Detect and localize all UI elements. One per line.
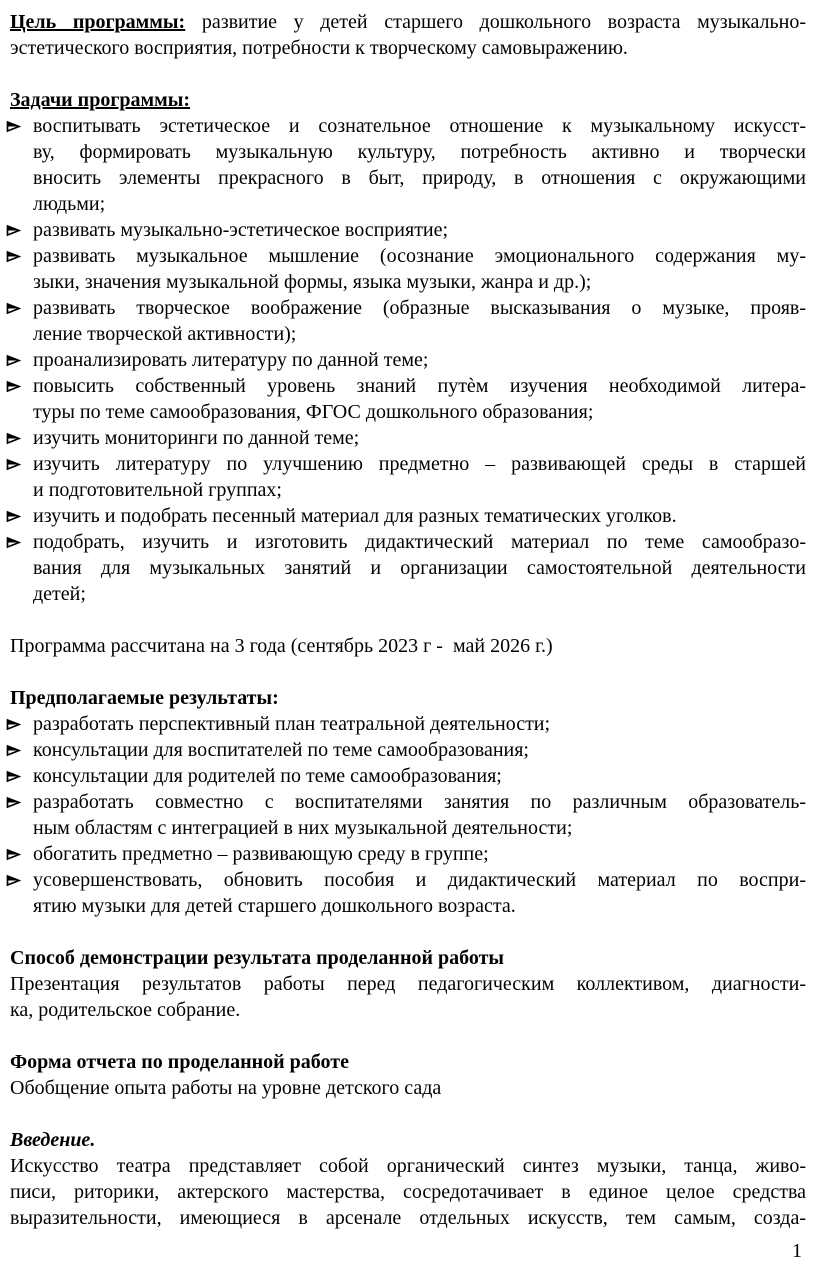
blank-line bbox=[10, 1023, 806, 1049]
text-line: Обобщение опыта работы на уровне детского сада bbox=[10, 1077, 442, 1099]
text-line: Программа рассчитана на 3 года (сентябрь 2023 г - май 2026 г.) bbox=[10, 635, 553, 657]
arrow-bullet-icon bbox=[6, 718, 21, 731]
arrow-bullet-icon bbox=[6, 848, 21, 861]
text-line: изучить литературу по улучшению предметно – развивающей среды в старшей bbox=[33, 453, 806, 475]
text-line: разработать совместно с воспитателями занятия по различным образователь- bbox=[33, 791, 806, 813]
arrow-bullet-icon bbox=[6, 536, 21, 549]
text-line: Презентация результатов работы перед педагогическим коллективом, диагности- bbox=[10, 973, 806, 995]
text-line: вносить элементы прекрасного в быт, природу, в отношения с окружающими bbox=[33, 167, 806, 189]
demonstration-heading: Способ демонстрации результата проделанной работы bbox=[10, 947, 505, 969]
text-line: разработать перспективный план театральной деятельности; bbox=[33, 713, 551, 735]
document-content bbox=[10, 9, 806, 1231]
text-line: изучить мониторинги по данной теме; bbox=[33, 427, 360, 449]
blank-line bbox=[10, 607, 806, 633]
arrow-bullet-icon bbox=[6, 250, 21, 263]
arrow-bullet-icon bbox=[6, 120, 21, 133]
tasks-list bbox=[10, 113, 806, 607]
text-line: вания для музыкальных занятий и организации самостоятельной деятельности bbox=[33, 557, 806, 579]
text-line: зыки, значения музыкальной формы, языка музыки, жанра и др.); bbox=[33, 271, 592, 293]
arrow-bullet-icon bbox=[6, 510, 21, 523]
line-text: развитие у детей старшего дошкольного возраста музыкально- bbox=[201, 11, 807, 33]
text-line: ка, родительское собрание. bbox=[10, 999, 241, 1021]
arrow-bullet-icon bbox=[6, 380, 21, 393]
text-line: Искусство театра представляет собой органический синтез музыки, танца, живо- bbox=[10, 1155, 806, 1177]
arrow-bullet-icon bbox=[6, 796, 21, 809]
bullet-item bbox=[10, 373, 806, 425]
text-line: воспитывать эстетическое и сознательное отношение к музыкальному искусст- bbox=[33, 115, 806, 137]
text-line: туры по теме самообразования, ФГОС дошкольного образования; bbox=[33, 401, 594, 423]
text-line: обогатить предметно – развивающую среду в группе; bbox=[33, 843, 489, 865]
arrow-bullet-icon bbox=[6, 432, 21, 445]
text-line: ление творческой активности); bbox=[33, 323, 297, 345]
text-line: развивать творческое воображение (образные высказывания о музыке, прояв- bbox=[33, 297, 806, 319]
arrow-bullet-icon bbox=[6, 874, 21, 887]
expected-results-list bbox=[10, 711, 806, 919]
text-line bbox=[10, 9, 806, 35]
bullet-item bbox=[10, 711, 806, 737]
text-line: проанализировать литературу по данной теме; bbox=[33, 349, 429, 371]
text-line: писи, риторики, актерского мастерства, сосредотачивает в единое целое средства bbox=[10, 1181, 806, 1203]
bullet-item bbox=[10, 789, 806, 841]
demonstration-text bbox=[10, 971, 806, 1023]
text-line: выразительности, имеющиеся в арсенале отдельных искусств, тем самым, созда- bbox=[10, 1207, 806, 1229]
introduction-heading: Введение. bbox=[10, 1129, 96, 1151]
arrow-bullet-icon bbox=[6, 770, 21, 783]
text-line: консультации для воспитателей по теме самообразования; bbox=[33, 739, 529, 761]
program-goal bbox=[10, 9, 806, 61]
text-line: ятию музыки для детей старшего дошкольного возраста. bbox=[33, 895, 516, 917]
arrow-bullet-icon bbox=[6, 224, 21, 237]
arrow-bullet-icon bbox=[6, 302, 21, 315]
bullet-item bbox=[10, 217, 806, 243]
text-line: усовершенствовать, обновить пособия и дидактический материал по воспри- bbox=[33, 869, 806, 891]
bullet-item bbox=[10, 763, 806, 789]
bullet-item bbox=[10, 841, 806, 867]
report-form-heading: Форма отчета по проделанной работе bbox=[10, 1051, 349, 1073]
report-form-text bbox=[10, 1075, 806, 1101]
text-line: эстетического восприятия, потребности к творческому самовыражению. bbox=[10, 37, 628, 59]
bullet-item bbox=[10, 295, 806, 347]
bullet-item bbox=[10, 451, 806, 503]
arrow-bullet-icon bbox=[6, 744, 21, 757]
blank-line bbox=[10, 1101, 806, 1127]
bullet-item bbox=[10, 243, 806, 295]
introduction-text bbox=[10, 1153, 806, 1231]
bullet-item bbox=[10, 113, 806, 217]
bold-underlined-lead: Цель программы: bbox=[10, 11, 186, 33]
text-line: изучить и подобрать песенный материал для разных тематических уголков. bbox=[33, 505, 677, 527]
text-line: людьми; bbox=[33, 193, 106, 215]
bullet-item bbox=[10, 737, 806, 763]
text-line: ным областям с интеграцией в них музыкальной деятельности; bbox=[33, 817, 573, 839]
text-line: и подготовительной группах; bbox=[33, 479, 282, 501]
bullet-item bbox=[10, 529, 806, 607]
text-line: ву, формировать музыкальную культуру, потребность активно и творчески bbox=[33, 141, 806, 163]
bullet-item bbox=[10, 347, 806, 373]
blank-line bbox=[10, 659, 806, 685]
program-duration bbox=[10, 633, 806, 659]
bullet-item bbox=[10, 425, 806, 451]
expected-results-heading: Предполагаемые результаты: bbox=[10, 687, 279, 709]
text-line: консультации для родителей по теме самообразования; bbox=[33, 765, 502, 787]
text-line: повысить собственный уровень знаний путѐм изучения необходимой литера- bbox=[33, 375, 806, 397]
text-line: подобрать, изучить и изготовить дидактический материал по теме самообразо- bbox=[33, 531, 806, 553]
blank-line bbox=[10, 61, 806, 87]
arrow-bullet-icon bbox=[6, 458, 21, 471]
tasks-heading: Задачи программы: bbox=[10, 89, 191, 111]
blank-line bbox=[10, 919, 806, 945]
arrow-bullet-icon bbox=[6, 354, 21, 367]
text-line: развивать музыкально-эстетическое восприятие; bbox=[33, 219, 449, 241]
text-line: развивать музыкальное мышление (осознание эмоционального содержания му- bbox=[33, 245, 806, 267]
page-number: 1 bbox=[792, 1240, 802, 1262]
bullet-item bbox=[10, 503, 806, 529]
bullet-item bbox=[10, 867, 806, 919]
text-line: детей; bbox=[33, 583, 86, 605]
